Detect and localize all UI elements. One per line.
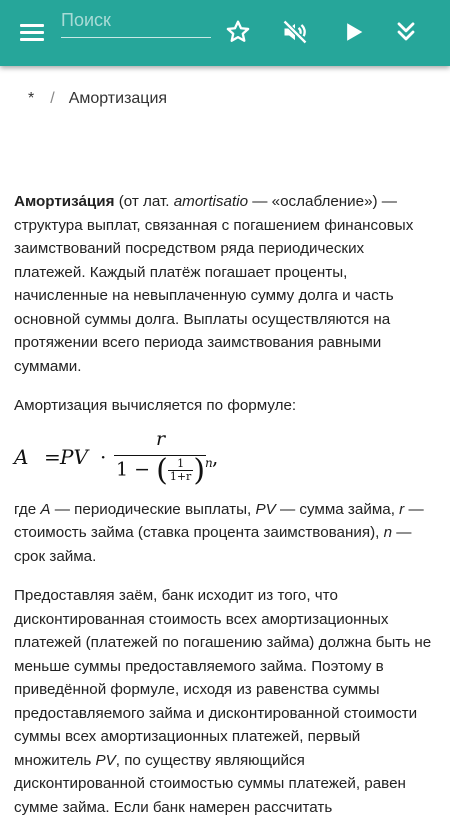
text-span: , по существу являющийся дисконтированной стоимостью суммы платежей, равен сумме займа. Если банк намерен рассчитать	[14, 751, 406, 816]
var-r: r	[399, 500, 405, 518]
menu-icon[interactable]	[20, 20, 46, 44]
text-span: — сумма займа,	[275, 500, 400, 518]
formula-denominator: 1 − ( $\frac{1}{1+r}$ )$^n$	[116, 452, 213, 488]
definitions-paragraph	[14, 498, 434, 569]
var-pv: PV	[95, 751, 116, 769]
var-a: A	[40, 500, 51, 518]
formula-exponent: n	[205, 455, 213, 470]
text-span: где	[14, 500, 41, 518]
inner-fraction	[168, 458, 193, 483]
term-title: Амортиза́ция	[14, 193, 115, 210]
formula-equals: =	[44, 444, 61, 469]
text-span: — периодические выплаты,	[50, 500, 256, 518]
var-pv: PV	[255, 500, 276, 518]
den-one: 1 −	[116, 458, 151, 480]
chevron-double-down-icon[interactable]	[392, 18, 420, 46]
play-icon[interactable]	[339, 18, 367, 46]
formula-fraction	[114, 427, 213, 494]
formula-dot: ·	[100, 444, 107, 469]
breadcrumb-separator: /	[50, 90, 55, 107]
var-n: n	[383, 524, 393, 541]
search-box	[61, 6, 211, 42]
amortization-formula	[14, 427, 434, 490]
breadcrumb	[28, 88, 167, 110]
explanation-paragraph	[14, 584, 434, 819]
formula-pv: PV	[60, 444, 88, 469]
search-input[interactable]	[61, 6, 211, 38]
text-span: — «ослабление») — структура выплат, связанная с погашением финансовых заимствований посредством ряда периодических платежей. Каждый платёж погашает проценты, начисленные на невыплаченную сумму долга и часть основной суммы долга. Выплаты осуществляются на протяжении всего периода заимствования равными суммами.	[14, 193, 414, 375]
inner-top: 1	[168, 458, 193, 471]
formula-lhs: A	[14, 444, 29, 469]
article-body	[14, 190, 434, 835]
star-icon[interactable]	[224, 18, 252, 46]
breadcrumb-current: Амортизация	[68, 90, 168, 107]
formula-numerator: r	[156, 427, 166, 450]
breadcrumb-root[interactable]: *	[28, 90, 35, 107]
inner-bottom: 1+r	[169, 469, 192, 483]
formula-intro: Амортизация вычисляется по формуле:	[14, 397, 297, 414]
text-span: (от лат.	[114, 193, 174, 210]
formula-comma: ,	[212, 444, 219, 469]
intro-paragraph	[14, 190, 434, 378]
mute-icon[interactable]	[281, 18, 309, 46]
latin-term: amortisatio	[173, 193, 249, 210]
text-span: — стоимость займа (ставка процента заимствования),	[14, 500, 424, 541]
text-span: Предоставляя заём, банк исходит из того, что дисконтированная стоимость всех амортизационных платежей (платежей по погашению займа) должна быть не меньше суммы предоставляемого займа. Поэтому в приведённой формуле, исходя из равенства суммы предоставляемого займа и дисконтированной стоимости суммы всех амортизационных платежей, первый множитель	[14, 587, 432, 769]
text-span: — срок займа.	[14, 524, 412, 565]
app-toolbar	[0, 0, 450, 66]
